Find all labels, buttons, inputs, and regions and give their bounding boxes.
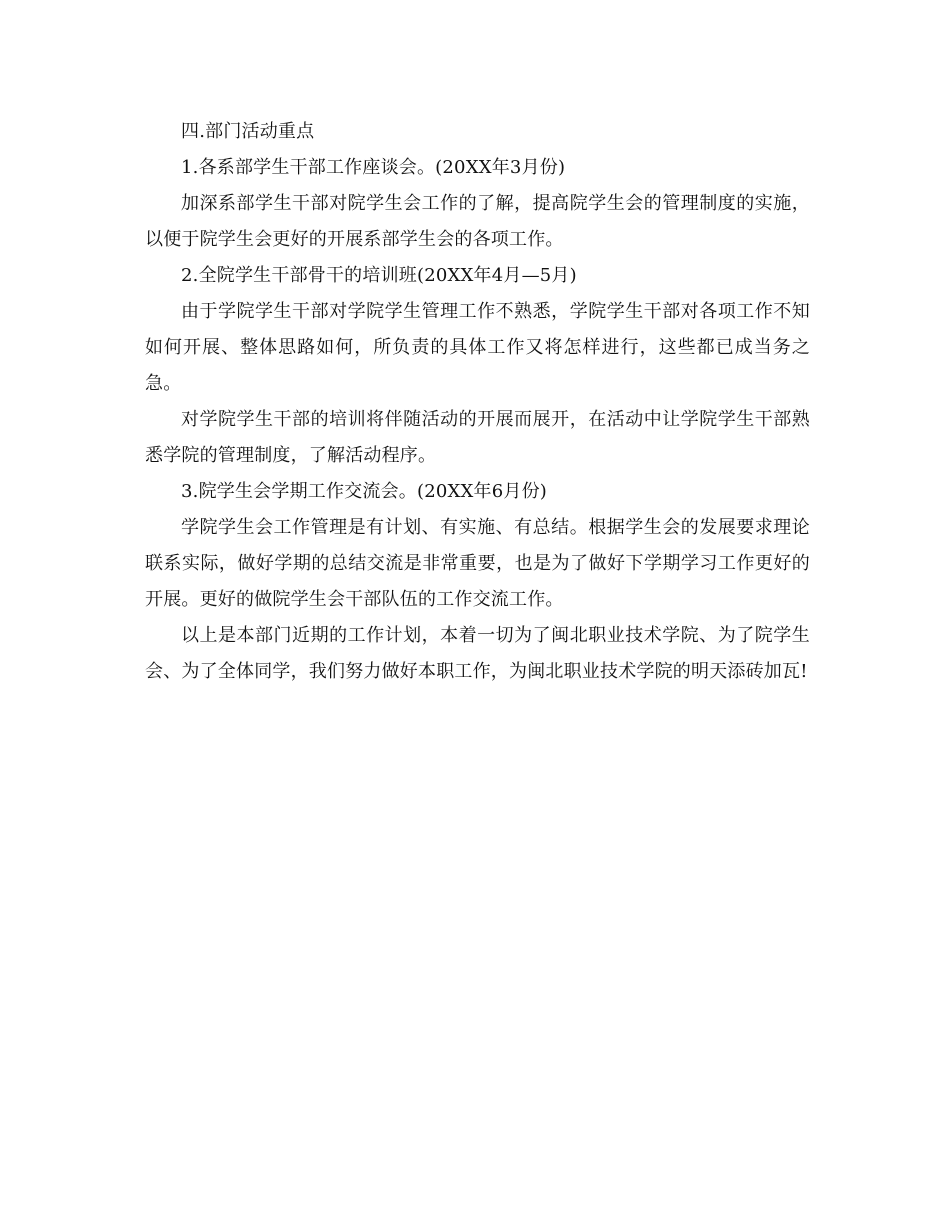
activity-item-1: 1.各系部学生干部工作座谈会。(20XX年3月份) (181, 157, 566, 178)
body-paragraph: 学院学生会工作管理是有计划、有实施、有总结。根据学生会的发展要求理论联系实际，做好学期的总结交流是非常重要，也是为了做好下学期学习工作更好的开展。更好的做院学生会干部队伍的工作交流工作。 (145, 517, 810, 610)
body-paragraph: 对学院学生干部的培训将伴随活动的开展而展开，在活动中让学院学生干部熟悉学院的管理制度，了解活动程序。 (145, 409, 810, 466)
section-heading: 四.部门活动重点 (181, 121, 315, 142)
document-body (145, 114, 810, 690)
body-paragraph: 由于学院学生干部对学院学生管理工作不熟悉，学院学生干部对各项工作不知如何开展、整体思路如何，所负责的具体工作又将怎样进行，这些都已成当务之急。 (145, 301, 810, 394)
activity-item-3: 3.院学生会学期工作交流会。(20XX年6月份) (181, 481, 548, 502)
closing-paragraph: 以上是本部门近期的工作计划，本着一切为了闽北职业技术学院、为了院学生会、为了全体同学，我们努力做好本职工作，为闽北职业技术学院的明天添砖加瓦! (145, 625, 810, 682)
activity-item-2: 2.全院学生干部骨干的培训班(20XX年4月—5月) (181, 265, 577, 286)
body-paragraph: 加深系部学生干部对院学生会工作的了解，提高院学生会的管理制度的实施，以便于院学生会更好的开展系部学生会的各项工作。 (145, 193, 810, 250)
